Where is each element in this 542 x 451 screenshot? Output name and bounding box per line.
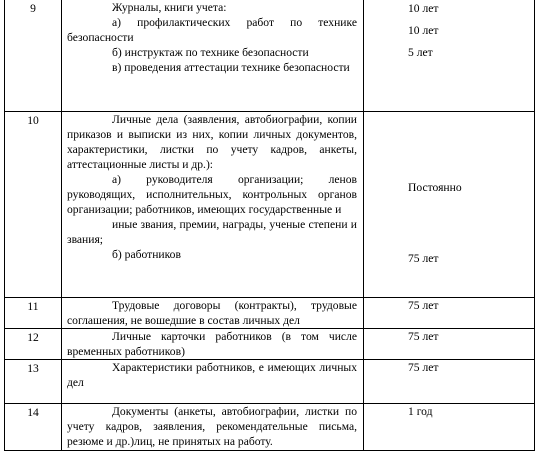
retention-term: 5 лет — [408, 46, 433, 59]
description-cell — [62, 111, 364, 297]
retention-term: 10 лет — [408, 24, 439, 37]
description-cell — [62, 0, 364, 111]
row-number-cell — [5, 403, 62, 450]
retention-term: 75 лет — [408, 251, 439, 265]
table-row — [5, 111, 535, 297]
retention-term: 1 год — [408, 404, 433, 418]
description-cell — [62, 328, 364, 359]
description-line: Документы (анкеты, автобиографии, листки по учету кадров, заявления, рекомендательные письма, резюме и др.)лиц, не принятых на работу. — [67, 404, 357, 448]
row-number-cell — [5, 359, 62, 403]
description-line: Характеристики работников, е имеющих личных дел — [67, 360, 357, 389]
row-number: 12 — [27, 330, 39, 344]
retention-term: 75 лет — [408, 360, 439, 374]
table-row — [5, 328, 535, 359]
row-number: 9 — [30, 2, 36, 15]
table-row — [5, 359, 535, 403]
description-line: Трудовые договоры (контракты), трудовые соглашения, не вошедшие в состав личных дел — [67, 298, 357, 327]
description-line: б) инструктаж по технике безопасности — [112, 46, 309, 59]
retention-term: 10 лет — [408, 2, 439, 15]
table-row — [5, 403, 535, 450]
retention-cell — [364, 403, 535, 450]
retention-term: Постоянно — [408, 180, 462, 194]
row-number: 13 — [27, 361, 39, 375]
description-cell — [62, 297, 364, 328]
row-number-cell — [5, 328, 62, 359]
retention-term: 75 лет — [408, 329, 439, 343]
description-line: б) работников — [112, 247, 181, 261]
description-line: а) профилактических работ по технике безопасности — [67, 16, 357, 44]
retention-cell — [364, 111, 535, 297]
table-row — [5, 0, 535, 111]
row-number: 11 — [27, 299, 39, 313]
description-line: в) проведения аттестации технике безопасности — [112, 61, 350, 74]
retention-cell — [364, 0, 535, 111]
description-cell — [62, 403, 364, 450]
description-line: иные звания, премии, награды, ученые степени и звания; — [67, 217, 357, 246]
row-number: 14 — [27, 405, 39, 419]
retention-term: 75 лет — [408, 298, 439, 312]
row-number-cell — [5, 297, 62, 328]
row-number-cell — [5, 0, 62, 111]
description-line: Личные карточки работников (в том числе временных работников) — [67, 329, 357, 358]
row-number-cell — [5, 111, 62, 297]
row-number: 10 — [27, 113, 39, 127]
description-cell — [62, 359, 364, 403]
table-row — [5, 297, 535, 328]
retention-cell — [364, 328, 535, 359]
retention-cell — [364, 297, 535, 328]
description-line: а) руководителя организации; ленов руководящих, исполнительных, контрольных органов организации; работников, имеющих государственные и — [67, 172, 357, 216]
description-line: Личные дела (заявления, автобиографии, копии приказов и выписки из них, копии личных документов, характеристики, листки по учету кадров, анкеты, аттестационные листы и др.): — [67, 112, 357, 171]
description-line: Журналы, книги учета: — [112, 1, 227, 14]
nomenclature-table — [4, 0, 535, 451]
retention-cell — [364, 359, 535, 403]
